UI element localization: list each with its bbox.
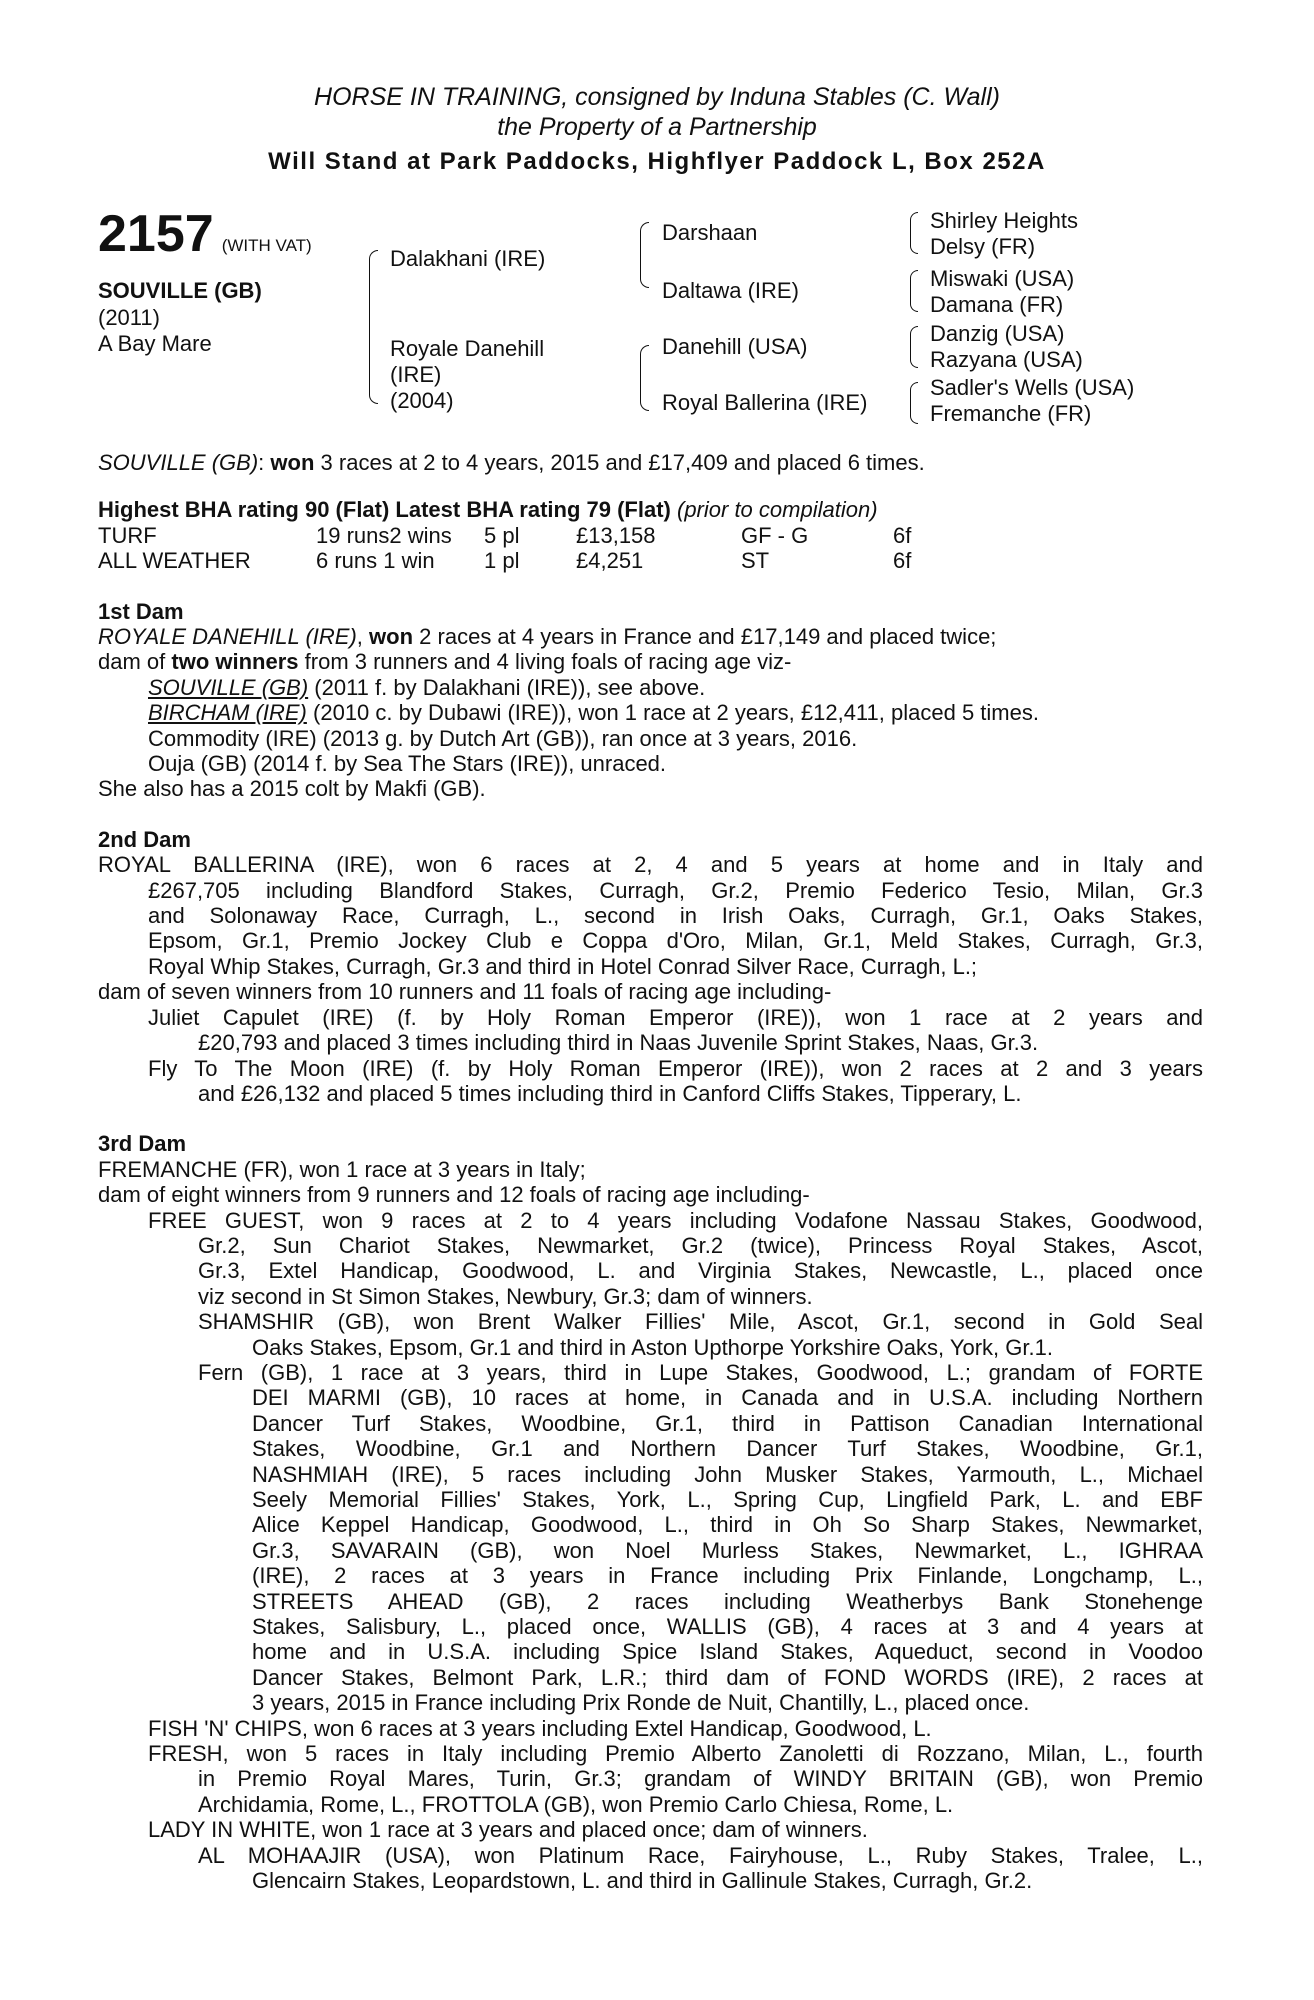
pedigree-bracket-gen1 <box>369 250 378 404</box>
dam3-line: AL MOHAAJIR (USA), won Platinum Race, Fairyhouse, L., Ruby Stakes, Tralee, L., <box>198 1842 1203 1868</box>
dam2-line: Royal Whip Stakes, Curragh, Gr.3 and third in Hotel Conrad Silver Race, Curragh, L.; <box>148 953 978 979</box>
dam1-title: 1st Dam <box>98 598 184 624</box>
dam3-line: FISH 'N' CHIPS, won 6 races at 3 years including Extel Handicap, Goodwood, L. <box>148 1715 932 1741</box>
dam3-line: Fern (GB), 1 race at 3 years, third in Lupe Stakes, Goodwood, L.; grandam of FORTE <box>198 1359 1203 1385</box>
pedigree-ssd: Delsy (FR) <box>930 234 1036 259</box>
dam3-line: (IRE), 2 races at 3 years in France including Prix Finlande, Longchamp, L., <box>252 1563 1203 1589</box>
dam2-line: £20,793 and placed 3 times including third in Naas Juvenile Sprint Stakes, Naas, Gr.3. <box>198 1030 1039 1056</box>
dam3-line: Alice Keppel Handicap, Goodwood, L., third in Oh So Sharp Stakes, Newmarket, <box>252 1512 1203 1538</box>
pedigree-dam-line2: (IRE) <box>390 362 442 387</box>
dam3-line: FRESH, won 5 races in Italy including Premio Alberto Zanoletti di Rozzano, Milan, L., fourth <box>148 1741 1203 1767</box>
dam2-line: and Solonaway Race, Curragh, L., second in Irish Oaks, Curragh, Gr.1, Oaks Stakes, <box>148 903 1203 929</box>
dam3-line: NASHMIAH (IRE), 5 races including John Musker Stakes, Yarmouth, L., Michael <box>252 1461 1203 1487</box>
pedigree-dds: Sadler's Wells (USA) <box>930 375 1135 400</box>
dam1-last: She also has a 2015 colt by Makfi (GB). <box>98 776 486 802</box>
pedigree-dss: Danzig (USA) <box>930 321 1065 346</box>
lot-horse-name: SOUVILLE (GB) <box>98 278 262 303</box>
pedigree-bracket-dam <box>640 345 649 411</box>
pedigree-bracket-dd <box>910 382 918 424</box>
pedigree-dam-line1: Royale Danehill <box>390 336 545 361</box>
dam2-title: 2nd Dam <box>98 826 191 852</box>
dam3-line: Glencairn Stakes, Leopardstown, L. and third in Gallinule Stakes, Curragh, Gr.2. <box>252 1868 1033 1894</box>
dam3-line: LADY IN WHITE, won 1 race at 3 years and placed once; dam of winners. <box>148 1817 868 1843</box>
dam3-line: Stakes, Salisbury, L., placed once, WALLIS (GB), 4 races at 3 and 4 years at <box>252 1614 1203 1640</box>
dam3-line: Seely Memorial Fillies' Stakes, York, L., Spring Cup, Lingfield Park, L. and EBF <box>252 1487 1203 1512</box>
dam1-line2: dam of two winners from 3 runners and 4 living foals of racing age viz- <box>98 649 792 675</box>
header-consignor: HORSE IN TRAINING, consigned by Induna Stables (C. Wall) <box>314 83 1000 111</box>
pedigree-dsd: Razyana (USA) <box>930 347 1083 372</box>
dam3-line: Stakes, Woodbine, Gr.1 and Northern Dancer Turf Stakes, Woodbine, Gr.1, <box>252 1436 1203 1462</box>
dam3-line: viz second in St Simon Stakes, Newbury, Gr.3; dam of winners. <box>198 1283 813 1309</box>
ratings-row-aw: ALL WEATHER 6 runs 1 win 1 pl £4,251 ST 6f <box>98 548 912 574</box>
header-property: the Property of a Partnership <box>497 113 817 141</box>
dam3-line: in Premio Royal Mares, Turin, Gr.3; grandam of WINDY BRITAIN (GB), won Premio <box>198 1766 1203 1792</box>
dam2-line: £267,705 including Blandford Stakes, Curragh, Gr.2, Premio Federico Tesio, Milan, Gr.3 <box>148 877 1203 903</box>
lot-number: 2157 <box>98 205 214 263</box>
pedigree-dam-dam: Royal Ballerina (IRE) <box>662 390 868 415</box>
pedigree-sds: Miswaki (USA) <box>930 266 1075 291</box>
pedigree-dam-line3: (2004) <box>390 388 454 413</box>
pedigree-bracket-sd <box>910 270 918 312</box>
lot-vat: (WITH VAT) <box>221 236 312 255</box>
dam3-line: dam of eight winners from 9 runners and 12 foals of racing age including- <box>98 1182 810 1208</box>
pedigree-bracket-ds <box>910 326 918 368</box>
ratings-line: Highest BHA rating 90 (Flat) Latest BHA rating 79 (Flat) (prior to compilation) <box>98 497 878 523</box>
dam3-line: FREMANCHE (FR), won 1 race at 3 years in Italy; <box>98 1156 586 1182</box>
dam2-line: Juliet Capulet (IRE) (f. by Holy Roman Emperor (IRE)), won 1 race at 2 years and <box>148 1004 1203 1030</box>
dam3-line: STREETS AHEAD (GB), 2 races including Weatherbys Bank Stonehenge <box>252 1588 1203 1614</box>
dam3-line: Dancer Turf Stakes, Woodbine, Gr.1, third in Pattison Canadian International <box>252 1410 1203 1436</box>
dam3-line: FREE GUEST, won 9 races at 2 to 4 years including Vodafone Nassau Stakes, Goodwood, <box>148 1207 1203 1233</box>
pedigree-bracket-ss <box>910 212 918 254</box>
pedigree-sire-dam: Daltawa (IRE) <box>662 278 799 303</box>
dam3-line: home and in U.S.A. including Spice Island Stakes, Aqueduct, second in Voodoo <box>252 1639 1203 1665</box>
ratings-row-turf: TURF 19 runs2 wins 5 pl £13,158 GF - G 6f <box>98 522 912 548</box>
lot-year: (2011) <box>98 305 160 330</box>
lot-description: A Bay Mare <box>98 331 212 356</box>
dam3-line: Gr.3, SAVARAIN (GB), won Noel Murless Stakes, Newmarket, L., IGHRAA <box>252 1537 1203 1563</box>
pedigree-ddd: Fremanche (FR) <box>930 401 1092 426</box>
dam2-line: dam of seven winners from 10 runners and 11 foals of racing age including- <box>98 979 832 1005</box>
dam3-line: Oaks Stakes, Epsom, Gr.1 and third in Aston Upthorpe Yorkshire Oaks, York, Gr.1. <box>252 1334 1053 1360</box>
header-location: Will Stand at Park Paddocks, Highflyer Paddock L, Box 252A <box>268 148 1046 175</box>
pedigree-dam-sire: Danehill (USA) <box>662 334 808 359</box>
dam3-line: Dancer Stakes, Belmont Park, L.R.; third dam of FOND WORDS (IRE), 2 races at <box>252 1664 1203 1690</box>
pedigree-bracket-sire <box>640 222 649 288</box>
dam3-title: 3rd Dam <box>98 1131 187 1157</box>
summary-line: SOUVILLE (GB): won 3 races at 2 to 4 years, 2015 and £17,409 and placed 6 times. <box>98 450 925 475</box>
record-body <box>98 450 1203 1894</box>
dam1-offspring-3: Commodity (IRE) (2013 g. by Dutch Art (GB)), ran once at 3 years, 2016. <box>148 725 858 751</box>
lot-block <box>98 206 312 262</box>
dam1-line1: ROYALE DANEHILL (IRE), won 2 races at 4 years in France and £17,149 and placed twice; <box>98 624 997 649</box>
dam3-line: DEI MARMI (GB), 10 races at home, in Canada and in U.S.A. including Northern <box>252 1385 1203 1411</box>
dam3-line: Gr.3, Extel Handicap, Goodwood, L. and Virginia Stakes, Newcastle, L., placed once <box>198 1258 1203 1284</box>
pedigree-sdd: Damana (FR) <box>930 292 1064 317</box>
dam3-line: SHAMSHIR (GB), won Brent Walker Fillies' Mile, Ascot, Gr.1, second in Gold Seal <box>198 1309 1203 1335</box>
pedigree-sire: Dalakhani (IRE) <box>390 246 546 271</box>
dam2-line: ROYAL BALLERINA (IRE), won 6 races at 2, 4 and 5 years at home and in Italy and <box>98 852 1203 878</box>
pedigree-sire-sire: Darshaan <box>662 220 758 245</box>
pedigree-sss: Shirley Heights <box>930 208 1078 233</box>
dam2-line: and £26,132 and placed 5 times including third in Canford Cliffs Stakes, Tipperary, L. <box>198 1080 1022 1106</box>
dam2-line: Fly To The Moon (IRE) (f. by Holy Roman Emperor (IRE)), won 2 races at 2 and 3 years <box>148 1055 1203 1081</box>
dam3-line: 3 years, 2015 in France including Prix Ronde de Nuit, Chantilly, L., placed once. <box>252 1690 1030 1716</box>
dam3-line: Gr.2, Sun Chariot Stakes, Newmarket, Gr.2 (twice), Princess Royal Stakes, Ascot, <box>198 1232 1203 1258</box>
dam2-line: Epsom, Gr.1, Premio Jockey Club e Coppa d'Oro, Milan, Gr.1, Meld Stakes, Curragh, Gr.3, <box>148 928 1203 954</box>
dam1-offspring-4: Ouja (GB) (2014 f. by Sea The Stars (IRE)), unraced. <box>148 751 667 777</box>
dam1-offspring-2: BIRCHAM (IRE) (2010 c. by Dubawi (IRE)), won 1 race at 2 years, £12,411, placed 5 times. <box>148 700 1039 726</box>
dam1-offspring-1: SOUVILLE (GB) (2011 f. by Dalakhani (IRE)), see above. <box>148 674 706 700</box>
dam3-line: Archidamia, Rome, L., FROTTOLA (GB), won Premio Carlo Chiesa, Rome, L. <box>198 1791 954 1817</box>
